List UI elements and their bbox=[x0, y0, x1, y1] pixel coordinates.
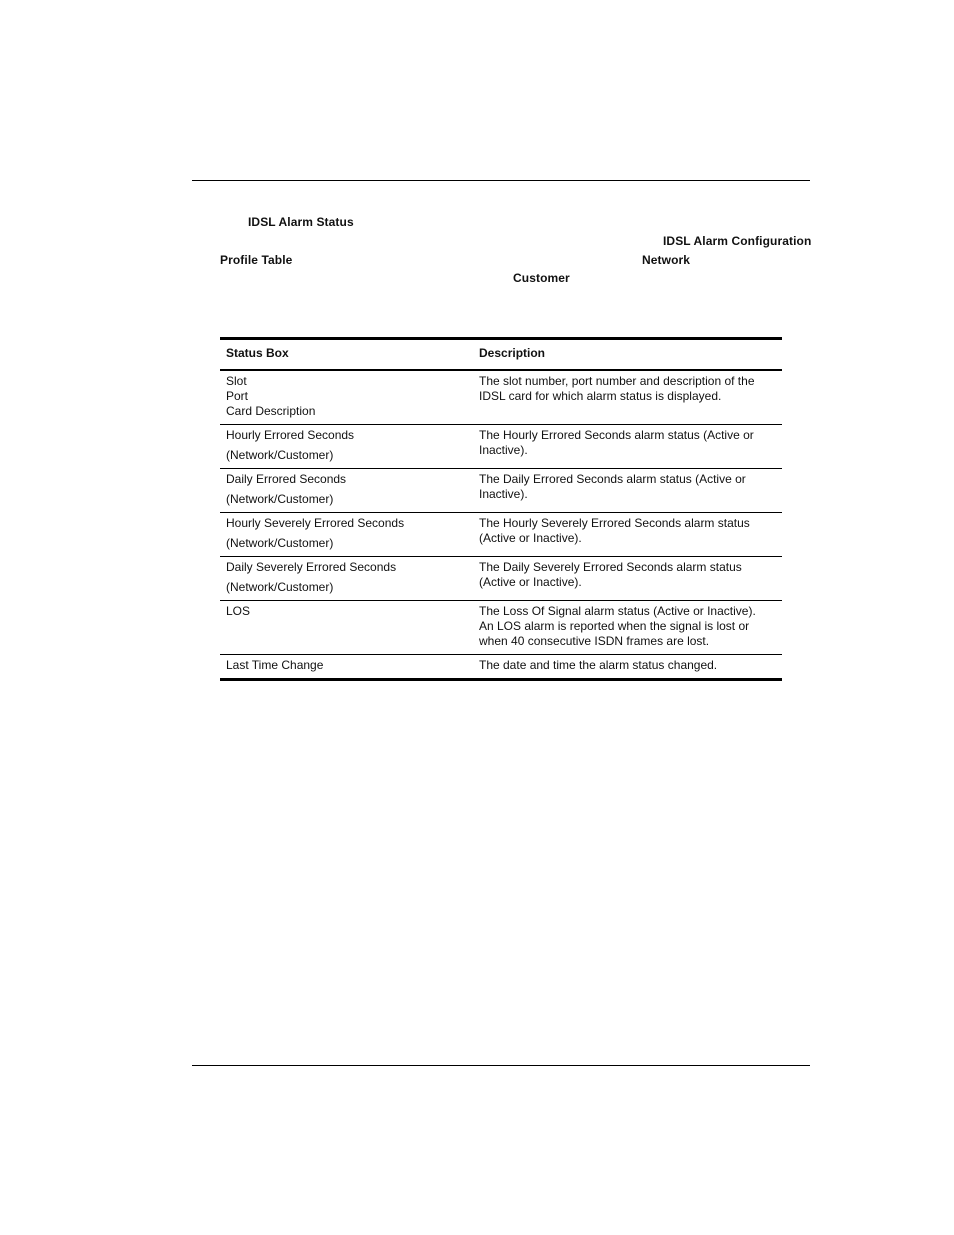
header-rule bbox=[192, 180, 810, 181]
status-line: (Network/Customer) bbox=[226, 580, 334, 594]
status-line: (Network/Customer) bbox=[226, 448, 334, 462]
description-cell bbox=[473, 425, 782, 469]
description-line: The Daily Severely Errored Seconds alarm status bbox=[479, 560, 742, 574]
idsl-alarm-configuration-term: IDSL Alarm Configuration bbox=[663, 234, 812, 248]
description-line: The Loss Of Signal alarm status (Active or Inactive). bbox=[479, 604, 756, 618]
status-line: Hourly Errored Seconds bbox=[226, 428, 355, 442]
network-term: Network bbox=[642, 253, 691, 267]
idsl-alarm-status-term: IDSL Alarm Status bbox=[248, 215, 354, 229]
status-line: Hourly Severely Errored Seconds bbox=[226, 516, 405, 530]
description-line: (Active or Inactive). bbox=[479, 531, 582, 545]
status-line: Daily Errored Seconds bbox=[226, 472, 347, 486]
description-line: Inactive). bbox=[479, 443, 528, 457]
description-cell bbox=[473, 601, 782, 655]
status-line: (Network/Customer) bbox=[226, 492, 334, 506]
description-cell bbox=[473, 370, 782, 425]
description-line: when 40 consecutive ISDN frames are lost. bbox=[479, 634, 710, 648]
table-row bbox=[220, 370, 782, 425]
customer-term: Customer bbox=[513, 271, 570, 285]
description-cell bbox=[473, 513, 782, 557]
description-cell bbox=[473, 655, 782, 680]
description-line: Inactive). bbox=[479, 487, 528, 501]
description-line: An LOS alarm is reported when the signal is lost or bbox=[479, 619, 750, 633]
status-box-cell bbox=[220, 513, 473, 557]
table-row bbox=[220, 425, 782, 469]
status-line: LOS bbox=[226, 604, 251, 618]
table-row bbox=[220, 557, 782, 601]
alarm-status-table bbox=[220, 337, 782, 681]
description-line: The Hourly Severely Errored Seconds alarm status bbox=[479, 516, 750, 530]
status-box-cell bbox=[220, 469, 473, 513]
description-line: The slot number, port number and description of the bbox=[479, 374, 755, 388]
description-cell bbox=[473, 469, 782, 513]
status-line: Last Time Change bbox=[226, 658, 324, 672]
profile-table-term: Profile Table bbox=[220, 253, 293, 267]
status-line: Slot bbox=[226, 374, 247, 388]
column-header-description: Description bbox=[473, 339, 782, 371]
status-box-cell bbox=[220, 557, 473, 601]
status-box-cell bbox=[220, 425, 473, 469]
table-header-row bbox=[220, 339, 782, 371]
description-line: The Daily Errored Seconds alarm status (Active or bbox=[479, 472, 746, 486]
table-row bbox=[220, 469, 782, 513]
status-box-cell bbox=[220, 601, 473, 655]
footer-rule bbox=[192, 1065, 810, 1066]
column-header-status-box: Status Box bbox=[220, 339, 473, 371]
table-row bbox=[220, 513, 782, 557]
status-box-cell bbox=[220, 655, 473, 680]
description-line: The Hourly Errored Seconds alarm status (Active or bbox=[479, 428, 754, 442]
status-box-cell bbox=[220, 370, 473, 425]
status-line: Port bbox=[226, 389, 249, 403]
description-cell bbox=[473, 557, 782, 601]
description-line: IDSL card for which alarm status is displayed. bbox=[479, 389, 722, 403]
status-line: Daily Severely Errored Seconds bbox=[226, 560, 397, 574]
status-line: Card Description bbox=[226, 404, 316, 418]
table-row bbox=[220, 655, 782, 680]
description-line: (Active or Inactive). bbox=[479, 575, 582, 589]
status-line: (Network/Customer) bbox=[226, 536, 334, 550]
table-row bbox=[220, 601, 782, 655]
description-line: The date and time the alarm status changed. bbox=[479, 658, 718, 672]
